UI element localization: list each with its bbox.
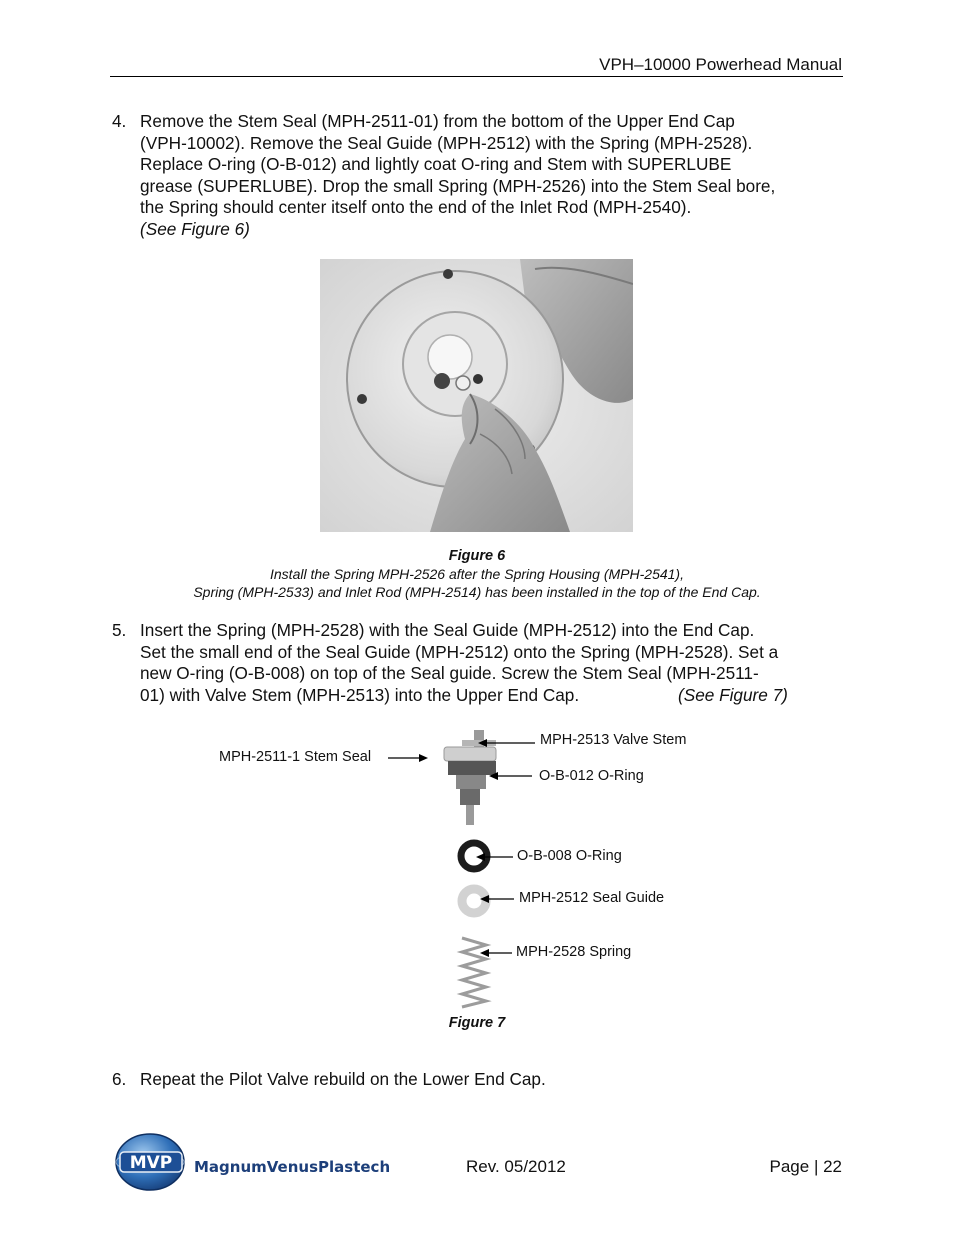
- figure-6-caption: Spring (MPH-2533) and Inlet Rod (MPH-2514) has been installed in the top of the End Cap.: [193, 584, 761, 600]
- brand-name: MagnumVenusPlastech: [194, 1158, 391, 1176]
- step-number: 6.: [112, 1069, 127, 1089]
- step-line: the Spring should center itself onto the end of the Inlet Rod (MPH-2540).: [140, 197, 692, 218]
- figure-7-parts: [0, 725, 954, 1025]
- label-oring-012: O-B-012 O-Ring: [539, 768, 644, 784]
- header-rule: [110, 76, 843, 77]
- step-number: 5.: [112, 620, 127, 640]
- label-valve-stem: MPH-2513 Valve Stem: [540, 732, 687, 748]
- figure-7-label: Figure 7: [448, 1015, 506, 1031]
- step-number: 4.: [112, 111, 127, 131]
- step-line: new O-ring (O-B-008) on top of the Seal guide. Screw the Stem Seal (MPH-2511-: [140, 663, 759, 684]
- step-line: (VPH-10002). Remove the Seal Guide (MPH-2512) with the Spring (MPH-2528).: [140, 132, 753, 153]
- step-line: Insert the Spring (MPH-2528) with the Seal Guide (MPH-2512) into the End Cap.: [140, 620, 755, 640]
- figure-6-photo: [320, 259, 633, 532]
- step-4: [112, 111, 847, 241]
- step-5: [112, 620, 847, 706]
- step-line: Replace O-ring (O-B-012) and lightly coat O-ring and Stem with SUPERLUBE: [140, 154, 732, 175]
- page-number: Page | 22: [769, 1157, 842, 1176]
- step-line: Set the small end of the Seal Guide (MPH-2512) onto the Spring (MPH-2528). Set a: [140, 641, 779, 662]
- step-line: grease (SUPERLUBE). Drop the small Spring (MPH-2526) into the Stem Seal bore,: [140, 175, 776, 196]
- step-line: Remove the Stem Seal (MPH-2511-01) from the bottom of the Upper End Cap: [140, 111, 735, 131]
- label-spring: MPH-2528 Spring: [516, 944, 632, 960]
- step-line-text: 01) with Valve Stem (MPH-2513) into the Upper End Cap.: [140, 684, 580, 705]
- revision: Rev. 05/2012: [466, 1157, 566, 1176]
- step-line: [140, 685, 847, 707]
- logo-mark: MVP: [129, 1153, 173, 1173]
- step-line: Repeat the Pilot Valve rebuild on the Lower End Cap.: [140, 1069, 546, 1089]
- label-stem-seal: MPH-2511-1 Stem Seal: [219, 749, 372, 765]
- figure-reference: (See Figure 6): [140, 218, 250, 239]
- label-seal-guide: MPH-2512 Seal Guide: [519, 890, 665, 906]
- figure-7-diagram: [0, 725, 954, 1025]
- step-6: [112, 1069, 847, 1091]
- figure-6-label: Figure 6: [448, 548, 506, 564]
- mvp-logo: [110, 1130, 400, 1194]
- label-oring-008: O-B-008 O-Ring: [517, 848, 622, 864]
- manual-title: VPH–10000 Powerhead Manual: [599, 55, 842, 74]
- figure-reference: (See Figure 7): [678, 684, 788, 705]
- figure-6-caption: Install the Spring MPH-2526 after the Spring Housing (MPH-2541),: [270, 566, 684, 582]
